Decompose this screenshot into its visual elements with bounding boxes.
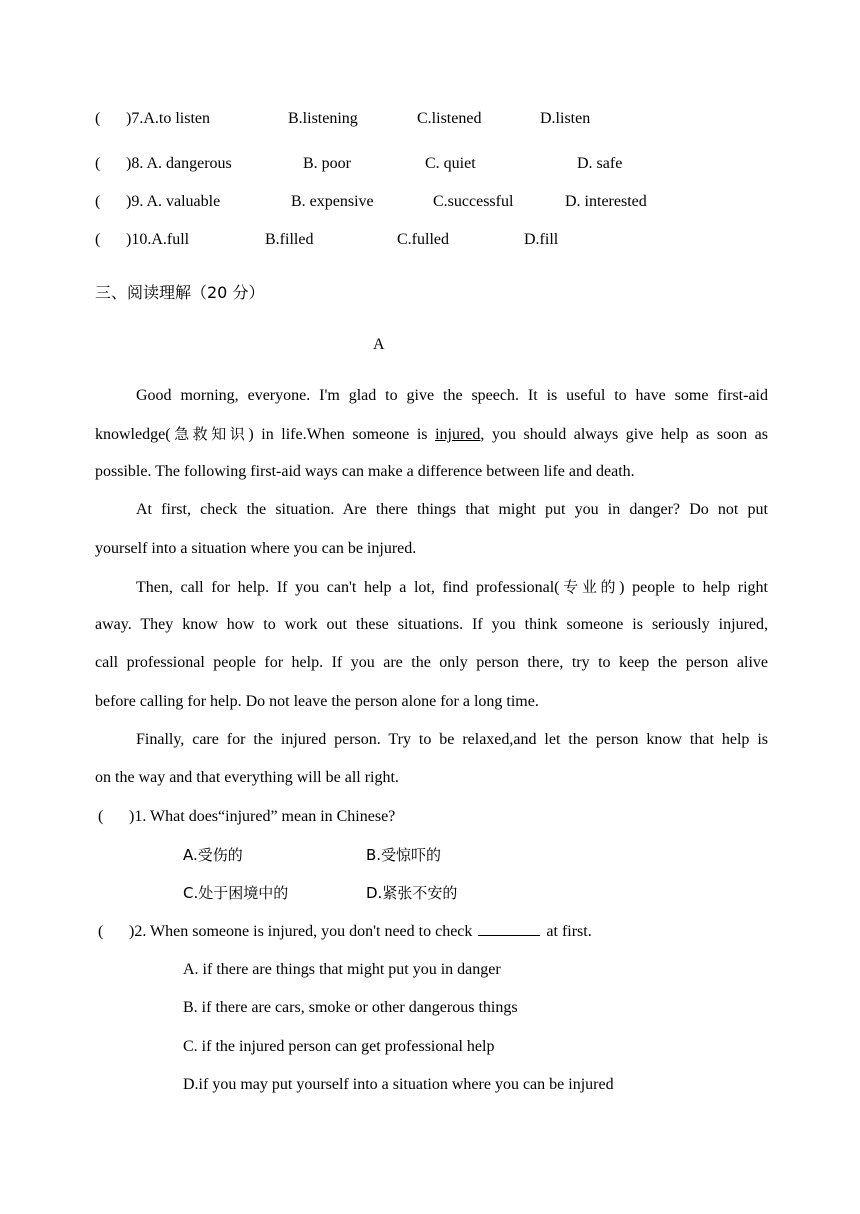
- choice-d: D.紧张不安的: [366, 884, 458, 902]
- passage-text: , you should always give help as soon as: [480, 426, 769, 443]
- passage-line: Finally, care for the injured person. Try to be relaxed,and let the person know that help is: [136, 731, 768, 748]
- question-text: [129, 921, 592, 943]
- passage-cjk-gloss: 专业的: [559, 578, 620, 596]
- option-b: B. expensive: [291, 193, 374, 210]
- option-c: C.successful: [433, 193, 514, 210]
- passage-line: yourself into a situation where you can be injured.: [95, 540, 417, 557]
- answer-paren: (: [98, 923, 104, 940]
- option-a: )7.A.to listen: [126, 110, 210, 127]
- option-c: C.listened: [417, 110, 482, 127]
- passage-line: away. They know how to work out these situations. If you think someone is seriously injured,: [95, 616, 768, 633]
- answer-paren: (: [98, 808, 104, 825]
- passage-line: [95, 576, 768, 598]
- question-text-part: at first.: [546, 923, 592, 940]
- passage-text: ) people to help right: [619, 579, 768, 596]
- answer-paren: (: [95, 155, 101, 172]
- option-a: )10.A.full: [126, 231, 190, 248]
- question-text: )1. What does“injured” mean in Chinese?: [129, 808, 396, 825]
- passage-cjk-gloss: 急救知识: [170, 425, 249, 443]
- answer-paren: (: [95, 110, 101, 127]
- choice-b: B.受惊吓的: [366, 846, 442, 864]
- answer-paren: (: [95, 231, 101, 248]
- option-b: B. poor: [303, 155, 351, 172]
- passage-line: [95, 423, 768, 445]
- option-b: B.listening: [288, 110, 358, 127]
- passage-text: knowledge(: [95, 426, 171, 443]
- option-c: C.fulled: [397, 231, 449, 248]
- passage-label: A: [373, 336, 385, 353]
- choice-a: A. if there are things that might put you in danger: [183, 961, 501, 978]
- choice-d: D.if you may put yourself into a situation where you can be injured: [183, 1076, 614, 1093]
- passage-line: before calling for help. Do not leave the person alone for a long time.: [95, 693, 539, 710]
- passage-text: ) in life.When someone is: [248, 426, 436, 443]
- underlined-word: injured: [435, 426, 481, 443]
- passage-line: on the way and that everything will be all right.: [95, 769, 399, 786]
- option-d: D.listen: [540, 110, 591, 127]
- question-text-part: )2. When someone is injured, you don't need to check: [129, 923, 473, 940]
- section-heading: 三、阅读理解（20 分）: [95, 283, 265, 302]
- answer-blank: [478, 921, 540, 936]
- option-d: D. safe: [577, 155, 623, 172]
- option-a: )8. A. dangerous: [126, 155, 232, 172]
- passage-text: Then, call for help. If you can't help a lot, find professional(: [136, 579, 560, 596]
- option-d: D.fill: [524, 231, 559, 248]
- passage-line: possible. The following first-aid ways can make a difference between life and death.: [95, 463, 635, 480]
- option-d: D. interested: [565, 193, 647, 210]
- choice-c: C.处于困境中的: [183, 884, 289, 902]
- option-b: B.filled: [265, 231, 314, 248]
- passage-line: call professional people for help. If you are the only person there, try to keep the person alive: [95, 654, 768, 671]
- option-c: C. quiet: [425, 155, 476, 172]
- choice-b: B. if there are cars, smoke or other dangerous things: [183, 999, 518, 1016]
- option-a: )9. A. valuable: [126, 193, 221, 210]
- passage-line: At first, check the situation. Are there things that might put you in danger? Do not put: [136, 501, 768, 518]
- answer-paren: (: [95, 193, 101, 210]
- choice-c: C. if the injured person can get professional help: [183, 1038, 495, 1055]
- choice-a: A.受伤的: [183, 846, 243, 864]
- passage-line: Good morning, everyone. I'm glad to give the speech. It is useful to have some first-aid: [136, 387, 768, 404]
